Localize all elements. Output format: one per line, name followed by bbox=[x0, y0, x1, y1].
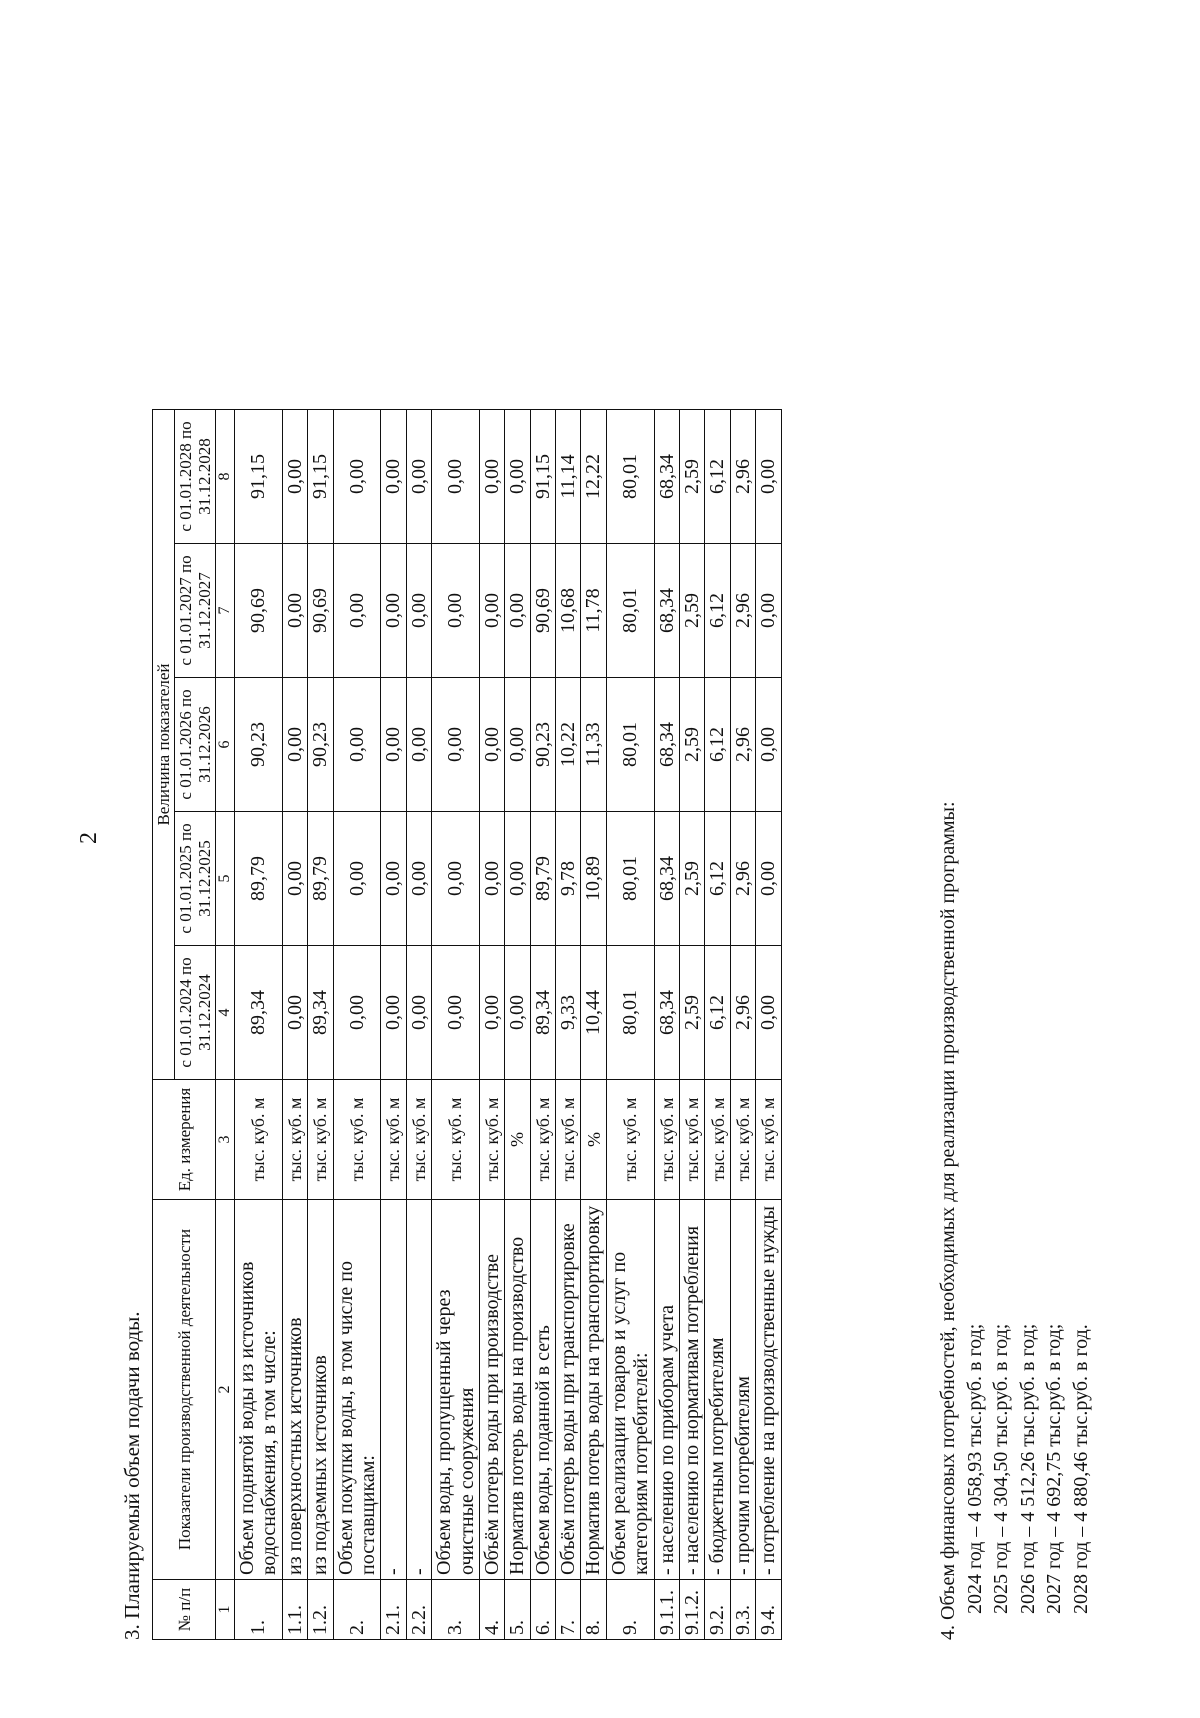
header-period-2027: с 01.01.2027 по 31.12.2027 bbox=[175, 544, 216, 678]
row-value: 68,34 bbox=[654, 946, 679, 1080]
table-row bbox=[406, 410, 431, 1640]
row-value: 0,00 bbox=[406, 946, 431, 1080]
row-unit: тыс. куб. м bbox=[654, 1080, 679, 1200]
table-row bbox=[505, 410, 530, 1640]
row-value: 89,79 bbox=[530, 812, 555, 946]
financial-line: 2024 год – 4 058,93 тыс.руб. в год; bbox=[963, 1323, 986, 1614]
row-value: 0,00 bbox=[505, 812, 530, 946]
row-number: 7. bbox=[556, 1580, 581, 1640]
row-value: 10,68 bbox=[556, 544, 581, 678]
financial-line: 2025 год – 4 304,50 тыс.руб. в год; bbox=[990, 1323, 1013, 1614]
row-value: 0,00 bbox=[381, 812, 406, 946]
row-value: 90,69 bbox=[235, 544, 283, 678]
table-row bbox=[705, 410, 730, 1640]
row-indicator: - потребление на производственные нужды bbox=[756, 1200, 781, 1580]
col-number: 8 bbox=[216, 410, 235, 544]
row-value: 6,12 bbox=[705, 678, 730, 812]
row-indicator: - бюджетным потребителям bbox=[705, 1200, 730, 1580]
row-value: 0,00 bbox=[505, 544, 530, 678]
row-value: 90,69 bbox=[530, 544, 555, 678]
row-number: 5. bbox=[505, 1580, 530, 1640]
table-row bbox=[235, 410, 283, 1640]
row-value: 0,00 bbox=[432, 410, 480, 544]
row-indicator: Объём потерь воды при производстве bbox=[479, 1200, 504, 1580]
row-indicator: Объем поднятой воды из источников водоснабжения, в том числе: bbox=[235, 1200, 283, 1580]
row-unit: % bbox=[505, 1080, 530, 1200]
row-value: 6,12 bbox=[705, 946, 730, 1080]
row-value: 0,00 bbox=[505, 410, 530, 544]
row-value: 2,59 bbox=[680, 544, 705, 678]
row-number: 9.3. bbox=[730, 1580, 755, 1640]
row-indicator: Объем реализации товаров и услуг по категориям потребителей: bbox=[606, 1200, 654, 1580]
table-row bbox=[756, 410, 781, 1640]
row-unit: тыс. куб. м bbox=[606, 1080, 654, 1200]
row-unit: тыс. куб. м bbox=[730, 1080, 755, 1200]
table-row bbox=[432, 410, 480, 1640]
row-indicator: Объем воды, поданной в сеть bbox=[530, 1200, 555, 1580]
table-row bbox=[479, 410, 504, 1640]
row-value: 2,96 bbox=[730, 946, 755, 1080]
row-unit: тыс. куб. м bbox=[406, 1080, 431, 1200]
row-value: 0,00 bbox=[406, 410, 431, 544]
row-value: 2,96 bbox=[730, 410, 755, 544]
row-value: 0,00 bbox=[282, 812, 307, 946]
row-value: 68,34 bbox=[654, 410, 679, 544]
header-unit: Ед. измерения bbox=[153, 1080, 216, 1200]
row-value: 0,00 bbox=[406, 812, 431, 946]
financial-line: 2026 год – 4 512,26 тыс.руб. в год; bbox=[1016, 1323, 1039, 1614]
row-value: 0,00 bbox=[333, 544, 381, 678]
row-indicator: Объем воды, пропущенный через очистные сооружения bbox=[432, 1200, 480, 1580]
table-row bbox=[333, 410, 381, 1640]
header-period-2024: с 01.01.2024 по 31.12.2024 bbox=[175, 946, 216, 1080]
row-indicator: из поверхностных источников bbox=[282, 1200, 307, 1580]
row-value: 0,00 bbox=[432, 946, 480, 1080]
row-value: 0,00 bbox=[479, 946, 504, 1080]
row-value: 6,12 bbox=[705, 410, 730, 544]
table-row bbox=[530, 410, 555, 1640]
row-number: 9. bbox=[606, 1580, 654, 1640]
row-value: 68,34 bbox=[654, 678, 679, 812]
row-value: 0,00 bbox=[406, 544, 431, 678]
row-value: 89,79 bbox=[235, 812, 283, 946]
row-value: 80,01 bbox=[606, 946, 654, 1080]
header-value-group: Величина показателей bbox=[153, 410, 175, 1080]
col-number: 2 bbox=[216, 1200, 235, 1580]
row-value: 2,96 bbox=[730, 812, 755, 946]
row-indicator: из подземных источников bbox=[308, 1200, 333, 1580]
financial-line: 2028 год – 4 880,46 тыс.руб. в год. bbox=[1069, 1324, 1092, 1614]
row-value: 0,00 bbox=[406, 678, 431, 812]
row-value: 80,01 bbox=[606, 812, 654, 946]
row-unit: тыс. куб. м bbox=[235, 1080, 283, 1200]
row-value: 0,00 bbox=[381, 410, 406, 544]
row-value: 10,89 bbox=[581, 812, 606, 946]
row-unit: тыс. куб. м bbox=[756, 1080, 781, 1200]
row-unit: тыс. куб. м bbox=[479, 1080, 504, 1200]
row-value: 68,34 bbox=[654, 544, 679, 678]
row-value: 89,34 bbox=[308, 946, 333, 1080]
row-value: 90,69 bbox=[308, 544, 333, 678]
row-unit: тыс. куб. м bbox=[556, 1080, 581, 1200]
row-value: 0,00 bbox=[282, 678, 307, 812]
row-value: 12,22 bbox=[581, 410, 606, 544]
row-indicator: - прочим потребителям bbox=[730, 1200, 755, 1580]
water-supply-table bbox=[152, 409, 782, 1640]
table-row bbox=[680, 410, 705, 1640]
row-value: 0,00 bbox=[756, 812, 781, 946]
row-value: 90,23 bbox=[235, 678, 283, 812]
row-value: 80,01 bbox=[606, 678, 654, 812]
row-indicator: Объём потерь воды при транспортировке bbox=[556, 1200, 581, 1580]
row-value: 10,44 bbox=[581, 946, 606, 1080]
row-number: 1.2. bbox=[308, 1580, 333, 1640]
header-num: № п/п bbox=[153, 1580, 216, 1640]
row-value: 0,00 bbox=[756, 410, 781, 544]
row-value: 11,14 bbox=[556, 410, 581, 544]
row-value: 0,00 bbox=[333, 678, 381, 812]
section-4-title: 4. Объем финансовых потребностей, необходимых для реализации производственной программы: bbox=[937, 801, 959, 1640]
financial-line: 2027 год – 4 692,75 тыс.руб. в год; bbox=[1043, 1323, 1066, 1614]
row-value: 11,33 bbox=[581, 678, 606, 812]
row-indicator: - населению по нормативам потребления bbox=[680, 1200, 705, 1580]
row-value: 0,00 bbox=[282, 946, 307, 1080]
row-value: 0,00 bbox=[432, 544, 480, 678]
row-value: 0,00 bbox=[756, 544, 781, 678]
table-row bbox=[308, 410, 333, 1640]
section-4 bbox=[935, 801, 1095, 1640]
row-indicator: - населению по приборам учета bbox=[654, 1200, 679, 1580]
row-value: 89,79 bbox=[308, 812, 333, 946]
table-row bbox=[556, 410, 581, 1640]
row-value: 89,34 bbox=[235, 946, 283, 1080]
row-value: 0,00 bbox=[756, 678, 781, 812]
col-number: 4 bbox=[216, 946, 235, 1080]
table-row bbox=[606, 410, 654, 1640]
row-value: 0,00 bbox=[381, 544, 406, 678]
row-value: 0,00 bbox=[282, 410, 307, 544]
row-value: 0,00 bbox=[479, 812, 504, 946]
row-number: 2.1. bbox=[381, 1580, 406, 1640]
row-value: 2,59 bbox=[680, 410, 705, 544]
row-value: 0,00 bbox=[333, 946, 381, 1080]
row-indicator: - bbox=[406, 1200, 431, 1580]
row-indicator: Объем покупки воды, в том числе по поставщикам: bbox=[333, 1200, 381, 1580]
col-number: 6 bbox=[216, 678, 235, 812]
row-value: 0,00 bbox=[432, 678, 480, 812]
row-value: 2,59 bbox=[680, 678, 705, 812]
row-value: 0,00 bbox=[432, 812, 480, 946]
row-indicator: Норматив потерь воды на производство bbox=[505, 1200, 530, 1580]
row-value: 6,12 bbox=[705, 812, 730, 946]
section-3-title: 3. Планируемый объем подачи воды. bbox=[120, 1311, 144, 1640]
row-value: 0,00 bbox=[479, 678, 504, 812]
row-value: 0,00 bbox=[505, 946, 530, 1080]
header-period-2026: с 01.01.2026 по 31.12.2026 bbox=[175, 678, 216, 812]
col-number: 5 bbox=[216, 812, 235, 946]
col-number: 1 bbox=[216, 1580, 235, 1640]
table-body bbox=[235, 410, 782, 1640]
row-number: 3. bbox=[432, 1580, 480, 1640]
row-indicator: Норматив потерь воды на транспортировку bbox=[581, 1200, 606, 1580]
row-unit: тыс. куб. м bbox=[680, 1080, 705, 1200]
table-row bbox=[654, 410, 679, 1640]
row-value: 80,01 bbox=[606, 544, 654, 678]
header-period-2025: с 01.01.2025 по 31.12.2025 bbox=[175, 812, 216, 946]
row-number: 2.2. bbox=[406, 1580, 431, 1640]
row-value: 80,01 bbox=[606, 410, 654, 544]
table-row bbox=[730, 410, 755, 1640]
row-unit: тыс. куб. м bbox=[308, 1080, 333, 1200]
row-value: 90,23 bbox=[530, 678, 555, 812]
row-number: 2. bbox=[333, 1580, 381, 1640]
row-value: 68,34 bbox=[654, 812, 679, 946]
row-value: 0,00 bbox=[479, 544, 504, 678]
row-number: 1. bbox=[235, 1580, 283, 1640]
row-value: 2,59 bbox=[680, 812, 705, 946]
row-number: 9.1.1. bbox=[654, 1580, 679, 1640]
table-row bbox=[282, 410, 307, 1640]
row-value: 91,15 bbox=[235, 410, 283, 544]
row-number: 1.1. bbox=[282, 1580, 307, 1640]
row-value: 9,78 bbox=[556, 812, 581, 946]
row-unit: тыс. куб. м bbox=[333, 1080, 381, 1200]
row-number: 9.1.2. bbox=[680, 1580, 705, 1640]
row-value: 0,00 bbox=[479, 410, 504, 544]
row-value: 9,33 bbox=[556, 946, 581, 1080]
row-value: 91,15 bbox=[308, 410, 333, 544]
row-unit: тыс. куб. м bbox=[705, 1080, 730, 1200]
row-unit: тыс. куб. м bbox=[530, 1080, 555, 1200]
row-value: 0,00 bbox=[381, 946, 406, 1080]
table-row bbox=[381, 410, 406, 1640]
col-number: 3 bbox=[216, 1080, 235, 1200]
row-value: 2,59 bbox=[680, 946, 705, 1080]
row-value: 91,15 bbox=[530, 410, 555, 544]
row-unit: тыс. куб. м bbox=[282, 1080, 307, 1200]
row-number: 8. bbox=[581, 1580, 606, 1640]
row-number: 6. bbox=[530, 1580, 555, 1640]
header-indicator: Показатели производственной деятельности bbox=[153, 1200, 216, 1580]
row-number: 9.4. bbox=[756, 1580, 781, 1640]
rotated-content bbox=[120, 120, 1120, 1640]
row-value: 11,78 bbox=[581, 544, 606, 678]
row-number: 4. bbox=[479, 1580, 504, 1640]
row-value: 0,00 bbox=[381, 678, 406, 812]
row-value: 0,00 bbox=[282, 544, 307, 678]
row-unit: тыс. куб. м bbox=[432, 1080, 480, 1200]
row-unit: тыс. куб. м bbox=[381, 1080, 406, 1200]
row-number: 9.2. bbox=[705, 1580, 730, 1640]
row-value: 90,23 bbox=[308, 678, 333, 812]
row-value: 0,00 bbox=[333, 410, 381, 544]
row-value: 0,00 bbox=[505, 678, 530, 812]
row-value: 6,12 bbox=[705, 544, 730, 678]
row-unit: % bbox=[581, 1080, 606, 1200]
row-value: 2,96 bbox=[730, 678, 755, 812]
col-number: 7 bbox=[216, 544, 235, 678]
page-number: 2 bbox=[76, 832, 102, 844]
row-value: 10,22 bbox=[556, 678, 581, 812]
row-value: 2,96 bbox=[730, 544, 755, 678]
table-row bbox=[581, 410, 606, 1640]
row-value: 89,34 bbox=[530, 946, 555, 1080]
row-indicator: - bbox=[381, 1200, 406, 1580]
row-value: 0,00 bbox=[333, 812, 381, 946]
row-value: 0,00 bbox=[756, 946, 781, 1080]
header-period-2028: с 01.01.2028 по 31.12.2028 bbox=[175, 410, 216, 544]
